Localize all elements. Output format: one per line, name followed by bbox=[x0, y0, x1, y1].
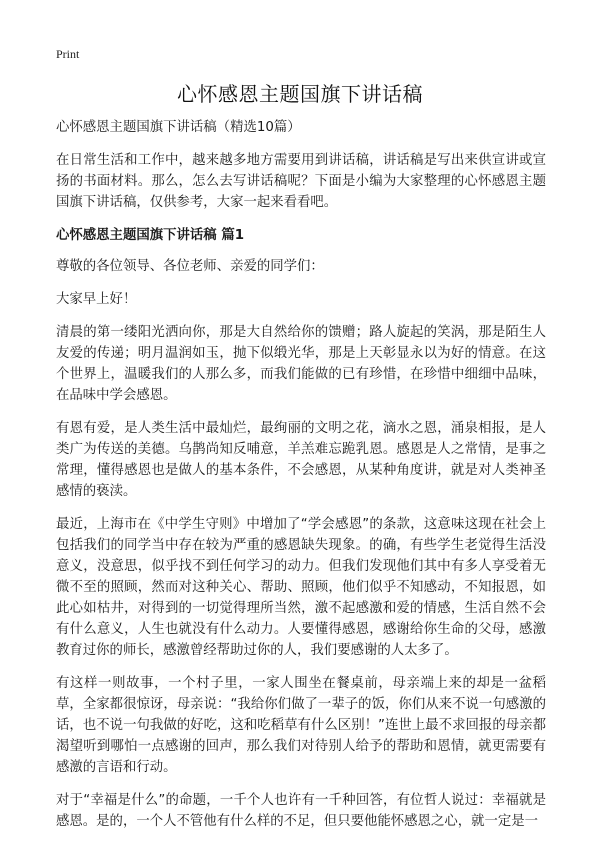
body-paragraph: 有恩有爱，是人类生活中最灿烂，最绚丽的文明之花，滴水之恩，涌泉相报，是人类广为传送的美德。乌鹊尚知反哺意，羊羔难忘跪乳恩。感恩是人之常情，是事之常理，懂得感恩也是做人的基本条件，不会感恩，从某种角度讲，就是对人类神圣感情的亵渎。 bbox=[56, 421, 546, 499]
document-body bbox=[56, 117, 546, 844]
body-paragraph: 有这样一则故事，一个村子里，一家人围坐在餐桌前，母亲端上来的却是一盆稻草，全家都很惊讶，母亲说：“我给你们做了一辈子的饭，你们从来不说一句感激的话，也不说一句我做的好吃，这和吃稻草有什么区别！”连世上最不求回报的母亲都渴望听到哪怕一点感谢的回声，那么我们对待别人给予的帮助和恩情，就更需要有感激的言语和行动。 bbox=[56, 676, 546, 775]
body-paragraph: 最近，上海市在《中学生守则》中增加了“学会感恩”的条款，这意味这现在社会上包括我们的同学当中存在较为严重的感恩缺失现象。的确，有些学生老觉得生活没意义，没意思，似乎找不到任何学习的动力。但我们发现他们其中有多人享受着无微不至的照顾，然而对这种关心、帮助、照顾，他们似乎不知感动，不知报恩，如此心如枯井，对得到的一切觉得理所当然，激不起感激和爱的情感，生活自然不会有什么意义，人生也就没有什么动力。人要懂得感恩，感谢给你生命的父母，感激教育过你的师长，感激曾经帮助过你的人，我们要感谢的人太多了。 bbox=[56, 517, 546, 658]
print-link[interactable]: Print bbox=[56, 47, 80, 61]
intro-paragraph: 在日常生活和工作中，越来越多地方需要用到讲话稿，讲话稿是写出来供宣讲或宣扬的书面材料。那么，怎么去写讲话稿呢？下面是小编为大家整理的心怀感恩主题国旗下讲话稿，仅供参考，大家一起来看看吧。 bbox=[56, 153, 546, 210]
body-paragraph: 对于“幸福是什么”的命题，一千个人也许有一千种回答，有位哲人说过：幸福就是感恩。是的，一个人不管他有什么样的不足，但只要他能怀感恩之心，就一定是一 bbox=[56, 793, 546, 829]
document-title: 心怀感恩主题国旗下讲话稿 bbox=[177, 82, 423, 106]
greeting-paragraph: 大家早上好！ bbox=[56, 292, 137, 307]
body-paragraph: 清晨的第一缕阳光洒向你，那是大自然给你的馈赠；路人旋起的笑涡，那是陌生人友爱的传递；明月温润如玉，抛下似缎光华，那是上天彰显永以为好的情意。在这个世界上，温暖我们的人那么多，而我们能做的已有珍惜，在珍惜中细细中品味，在品味中学会感恩。 bbox=[56, 325, 546, 403]
section-heading: 心怀感恩主题国旗下讲话稿 篇1 bbox=[56, 228, 245, 243]
salutation-paragraph: 尊敬的各位领导、各位老师、亲爱的同学们： bbox=[56, 259, 324, 274]
document-subtitle: 心怀感恩主题国旗下讲话稿（精选10篇） bbox=[56, 120, 301, 135]
